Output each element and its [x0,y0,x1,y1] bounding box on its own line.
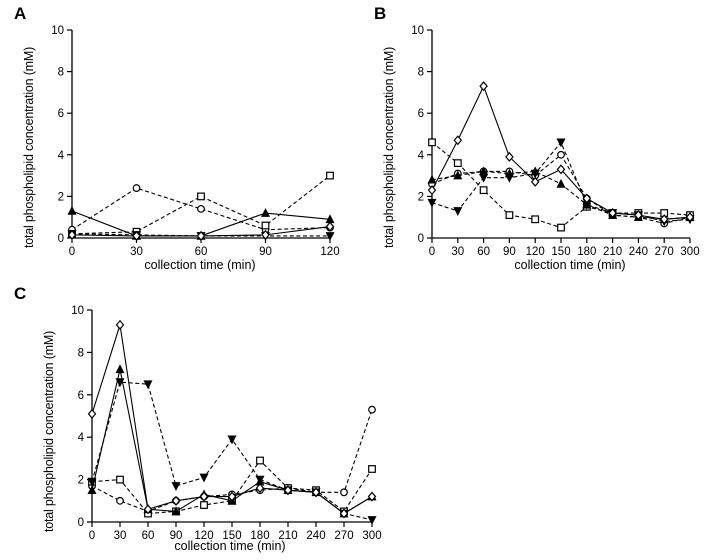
data-point-subject-4-120 [326,233,333,240]
panel-a-x-axis-label: collection time (min) [144,258,256,272]
data-point-subject-2-90 [506,212,513,219]
data-point-subject-5-30 [454,136,461,144]
svg-text:210: 210 [278,530,298,542]
svg-text:2: 2 [77,474,84,487]
data-point-subject-5-60 [480,82,487,90]
svg-text:4: 4 [57,149,64,162]
svg-text:30: 30 [130,246,143,258]
svg-text:240: 240 [306,530,326,542]
svg-text:8: 8 [77,347,84,360]
svg-text:10: 10 [51,25,64,37]
svg-text:180: 180 [577,246,597,258]
data-point-subject-2-120 [327,172,334,179]
svg-text:2: 2 [57,191,64,204]
data-point-subject-1-60 [198,206,205,213]
data-point-subject-1-270 [341,489,348,496]
svg-text:30: 30 [451,246,465,258]
data-point-subject-3-0 [68,207,75,214]
panel-c-y-axis-label: total phospholipid concentration (mM) [42,330,56,532]
svg-text:60: 60 [477,246,490,258]
panel-a-y-axis-label: total phospholipid concentration (mM) [22,46,36,248]
svg-text:210: 210 [603,246,623,258]
data-point-subject-2-120 [201,502,208,509]
data-point-subject-4-150 [557,139,564,146]
svg-text:8: 8 [57,66,64,79]
svg-text:2: 2 [417,191,424,204]
svg-text:300: 300 [362,530,382,542]
svg-text:30: 30 [113,530,127,542]
data-point-subject-4-90 [172,483,179,490]
panel-c-letter: C [14,284,27,303]
panel-b-y-axis-label: total phospholipid concentration (mM) [382,46,396,248]
svg-text:270: 270 [654,246,674,258]
svg-text:8: 8 [417,66,424,79]
svg-text:4: 4 [417,149,424,162]
data-point-subject-1-30 [117,498,124,505]
data-point-subject-4-30 [454,208,461,215]
svg-text:90: 90 [169,530,183,542]
data-point-subject-1-30 [133,185,140,192]
svg-text:120: 120 [194,530,214,542]
data-point-subject-1-300 [369,406,376,413]
svg-text:10: 10 [71,305,84,317]
data-point-subject-2-60 [480,187,487,194]
data-point-subject-2-300 [369,466,376,473]
series-line-subject-3 [432,171,690,219]
panel-c [0,280,400,560]
data-point-subject-2-30 [455,160,462,167]
svg-text:0: 0 [68,246,76,258]
data-point-subject-1-150 [558,152,565,159]
data-point-subject-4-120 [200,474,207,481]
svg-text:0: 0 [77,517,84,529]
panel-b-x-axis-label: collection time (min) [514,258,626,272]
data-point-subject-2-30 [117,476,124,483]
panel-c-plot [0,280,400,560]
svg-text:150: 150 [551,246,571,258]
svg-text:0: 0 [57,233,64,245]
data-point-subject-3-150 [557,180,564,187]
data-point-subject-3-30 [116,365,123,372]
data-point-subject-5-0 [89,410,96,418]
data-point-subject-4-300 [368,517,375,524]
data-point-subject-2-0 [429,139,436,146]
svg-text:150: 150 [222,530,242,542]
svg-text:270: 270 [334,530,354,542]
data-point-subject-2-60 [198,193,205,200]
svg-text:60: 60 [194,246,208,258]
svg-text:10: 10 [411,25,424,37]
data-point-subject-2-180 [257,457,264,464]
svg-text:6: 6 [77,389,84,402]
svg-text:120: 120 [320,246,340,258]
svg-text:60: 60 [141,530,155,542]
svg-text:90: 90 [259,246,272,258]
svg-text:240: 240 [628,246,648,258]
svg-text:300: 300 [680,246,700,258]
svg-text:6: 6 [57,108,64,121]
panel-a [0,0,360,280]
data-point-subject-5-30 [117,321,124,329]
svg-text:0: 0 [417,233,424,245]
data-point-subject-4-60 [480,174,487,181]
panel-b-plot [360,0,720,280]
panel-b [360,0,720,280]
data-point-subject-5-0 [429,186,436,194]
svg-text:4: 4 [77,432,84,445]
data-point-subject-2-150 [558,224,565,231]
data-point-subject-2-120 [532,216,539,223]
data-point-subject-2-90 [262,222,269,229]
svg-text:180: 180 [250,530,270,542]
panel-a-letter: A [14,4,27,23]
series-line-subject-5 [92,325,372,514]
svg-text:0: 0 [88,530,96,542]
series-line-subject-2 [72,176,330,234]
svg-text:90: 90 [503,246,516,258]
svg-text:0: 0 [428,246,436,258]
panel-a-plot [0,0,360,280]
svg-text:6: 6 [417,108,424,121]
svg-text:120: 120 [525,246,545,258]
panel-b-letter: B [374,4,387,23]
panel-c-x-axis-label: collection time (min) [174,539,286,553]
